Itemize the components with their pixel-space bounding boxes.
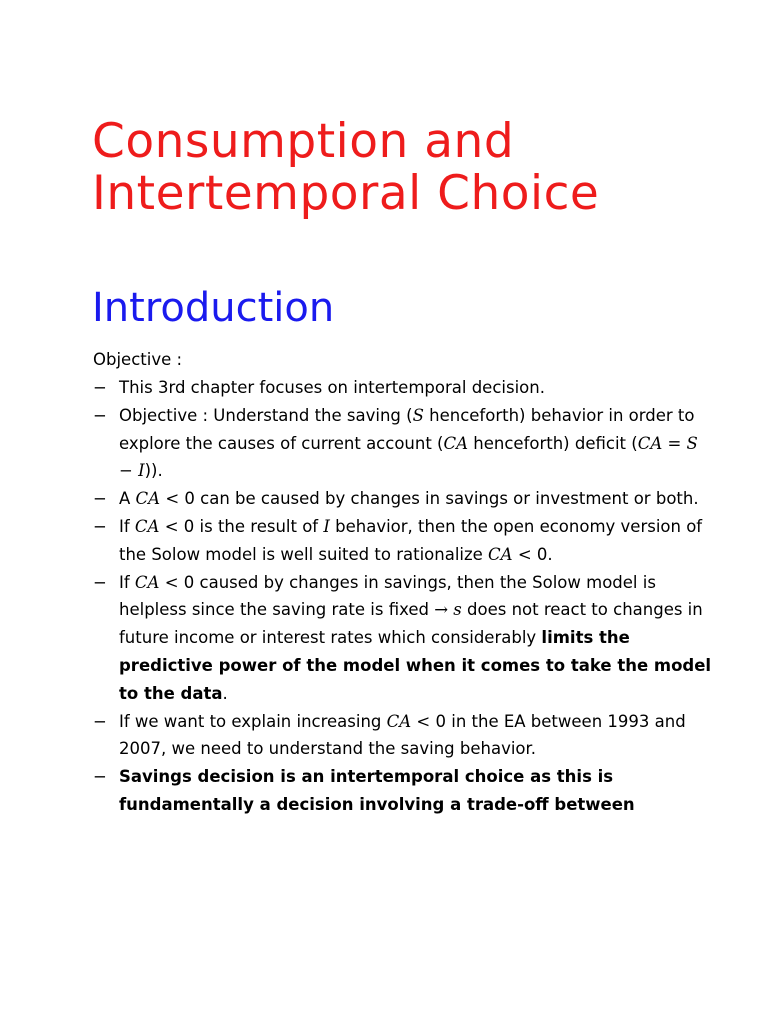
list-item bbox=[93, 374, 713, 402]
item-text: 0 in the EA between 1993 and 2007, we need to understand the saving behavior. bbox=[119, 711, 686, 759]
item-text: If we want to explain increasing bbox=[119, 711, 387, 731]
item-text: does not react to changes in future income or interest rates which considerably bbox=[119, 600, 703, 648]
bold-emphasis: limits the predictive power of the model when it comes to take the model to the data bbox=[119, 628, 712, 703]
item-text: 0 can be caused by changes in savings or investment or both. bbox=[184, 489, 699, 509]
item-text: This 3rd chapter focuses on intertemporal decision. bbox=[119, 378, 545, 397]
item-text: henceforth) behavior in order to explore the causes of current account ( bbox=[119, 405, 695, 453]
math-symbol: CA < bbox=[386, 711, 436, 731]
math-symbol: CA < bbox=[134, 516, 184, 536]
page-title bbox=[92, 116, 732, 220]
list-item bbox=[93, 763, 713, 819]
math-equation: CA = S − I bbox=[119, 433, 698, 481]
math-symbol: → s bbox=[434, 600, 462, 620]
dash-bullet: − bbox=[93, 767, 107, 787]
title-line-2: Intertemporal Choice bbox=[92, 166, 600, 221]
item-text: If bbox=[119, 516, 135, 536]
dash-bullet: − bbox=[93, 378, 107, 397]
dash-bullet: − bbox=[93, 405, 107, 425]
item-text: 0. bbox=[536, 544, 553, 564]
list-item bbox=[93, 485, 713, 513]
math-symbol: S bbox=[412, 405, 424, 425]
math-symbol: CA < bbox=[135, 489, 185, 509]
item-text: 0 caused by changes in savings, then the Solow model is helpless since the saving rate is fixed bbox=[119, 572, 656, 620]
list-item bbox=[93, 513, 713, 569]
item-text: behavior, then the open economy version of the Solow model is well suited to rationalize bbox=[119, 516, 703, 564]
item-text: 0 is the result of bbox=[183, 516, 324, 536]
bullet-list bbox=[93, 374, 713, 819]
list-item bbox=[93, 569, 713, 708]
item-text: )). bbox=[144, 461, 163, 481]
item-text: Objective : Understand the saving ( bbox=[119, 405, 413, 425]
dash-bullet: − bbox=[93, 572, 107, 592]
objective-label: Objective : bbox=[93, 350, 183, 369]
math-symbol: CA bbox=[443, 433, 469, 453]
list-item bbox=[93, 402, 713, 485]
item-text: . bbox=[222, 683, 228, 703]
title-line-1: Consumption and bbox=[92, 114, 515, 169]
bold-emphasis: Savings decision is an intertemporal choice as this is fundamentally a decision involving a trade-off between bbox=[119, 767, 635, 814]
list-item bbox=[93, 708, 713, 764]
math-symbol: I bbox=[323, 516, 330, 536]
math-symbol: CA < bbox=[134, 572, 184, 592]
dash-bullet: − bbox=[93, 711, 107, 731]
math-symbol: CA < bbox=[488, 544, 537, 564]
item-text: henceforth) deficit ( bbox=[468, 433, 638, 453]
item-text: If bbox=[119, 572, 135, 592]
item-text: A bbox=[119, 489, 136, 509]
dash-bullet: − bbox=[93, 489, 107, 509]
section-heading: Introduction bbox=[92, 285, 335, 331]
dash-bullet: − bbox=[93, 516, 107, 536]
